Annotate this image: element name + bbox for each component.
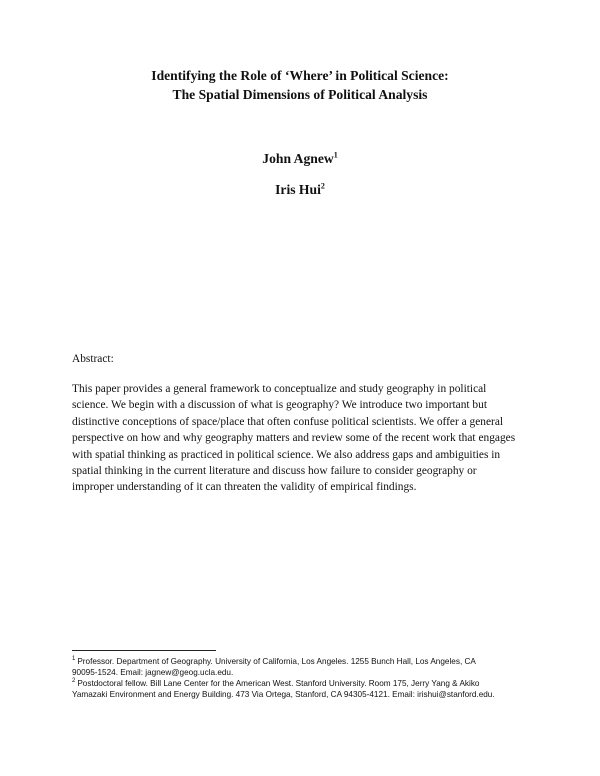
footnote-2-line-1 xyxy=(72,678,542,689)
paper-title-line-1: Identifying the Role of ‘Where’ in Political Science: xyxy=(151,68,449,83)
paper-title xyxy=(0,66,600,104)
abstract-line: spatial thinking in the current literature and discuss how failure to consider geography or xyxy=(72,465,477,478)
footnote-2-line-2: Yamazaki Environment and Energy Building. 473 Via Ortega, Stanford, CA 94305-4121. Email: irishui@stanford.edu. xyxy=(72,690,495,699)
abstract-line: science. We begin with a discussion of what is geography? We introduce two important but xyxy=(72,399,487,412)
footnote-2-text: Postdoctoral fellow. Bill Lane Center for the American West. Stanford University. Room 175, Jerry Yang & Akiko xyxy=(77,679,480,688)
abstract-line: distinctive conceptions of space/place that often confuse political scientists. We offer a general xyxy=(72,415,504,428)
footnote-1-line-2: 90095-1524. Email: jagnew@geog.ucla.edu. xyxy=(72,668,234,677)
abstract-line: improper understanding of it can threaten the validity of empirical findings. xyxy=(72,481,417,494)
footnote-mark: 2 xyxy=(320,181,325,191)
footnote-1-text: Professor. Department of Geography. University of California, Los Angeles. 1255 Bunch Hall, Los Angeles, CA xyxy=(77,657,476,666)
footnote-separator xyxy=(72,650,216,651)
abstract-line: with spatial thinking as practiced in political science. We also address gaps and ambiguities in xyxy=(72,448,501,461)
author-john-agnew xyxy=(0,150,600,168)
footnote-mark: 1 xyxy=(333,150,338,160)
footnote-1-mark: 1 xyxy=(72,656,76,663)
footnote-2-mark: 2 xyxy=(72,678,76,685)
abstract-heading: Abstract: xyxy=(72,353,114,365)
abstract-body xyxy=(72,381,534,496)
footnote-1-line-1 xyxy=(72,656,542,667)
footnotes xyxy=(72,656,542,700)
abstract-line: This paper provides a general framework to conceptualize and study geography in political xyxy=(72,383,487,395)
author-name: Iris Hui xyxy=(275,182,321,197)
abstract-line: perspective on how and why geography matters and review some of the recent work that engages xyxy=(72,432,516,445)
author-name: John Agnew xyxy=(262,151,334,166)
author-iris-hui xyxy=(0,181,600,199)
paper-title-line-2: The Spatial Dimensions of Political Analysis xyxy=(172,87,428,102)
